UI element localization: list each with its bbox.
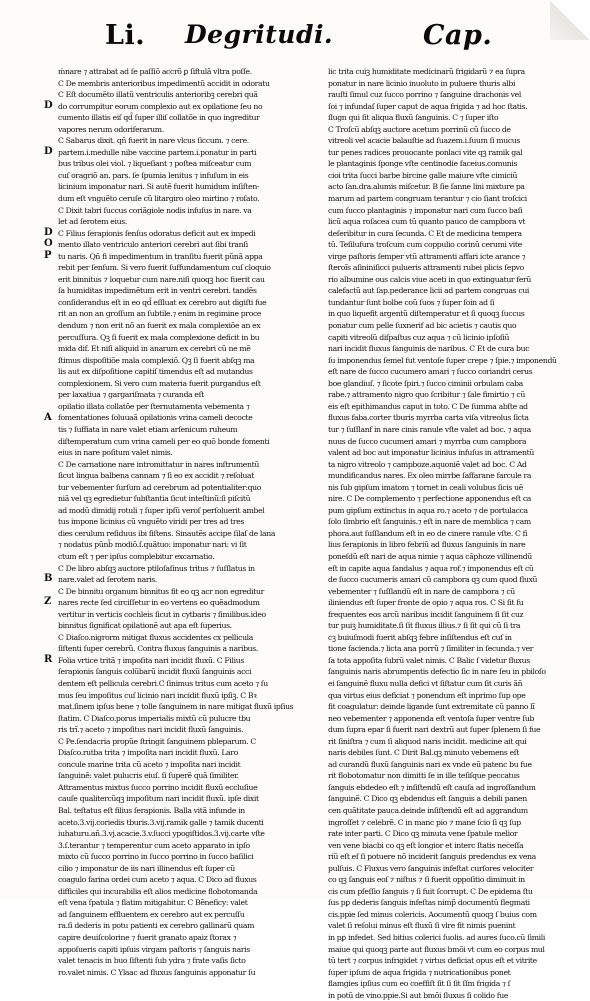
running-header bbox=[0, 6, 590, 60]
right-column-line: C Troſcũ abſqꝫ auctore acetum porrinũ cũ ſucco de bbox=[328, 124, 511, 134]
left-column-line: cumento illatis eiſ qd̃ ſuper illiſ collatõe in quo ingreditur bbox=[58, 113, 260, 123]
right-column-line: eis eſt epithimandus caput in toto. C De ſumma abſte ad bbox=[328, 401, 528, 411]
right-column-line: nis ſub gipſum imatom ⁊ tornet in ceali volubus ſicis uẽ bbox=[328, 482, 523, 492]
right-column-line: deſeribitur in cura ſecunda. C Et de medicina tempera bbox=[328, 228, 522, 238]
left-column-line: conſiderandus eſt in eo qd̃ eſſluat ex cerebro aut digiſti fue bbox=[58, 297, 267, 307]
left-column-line: tu naris. Qñ fi impedimentum in tranſitu fuerit pũnã appa bbox=[58, 251, 263, 261]
right-column-line: ta nigro vitreolo ⁊ campboze.aquoniẽ valet ad boc. C Ad bbox=[328, 459, 527, 469]
left-column-line: ro.valet nimis. C Ylaac ad fluxus ſanguinis apponatur ſu bbox=[58, 967, 256, 977]
right-column-line: rabe.⁊ attramento nigro quo ſcribitur ⁊ ſale fimirtio ⁊ cũ bbox=[328, 390, 525, 400]
left-column-line: opilatio illata collatõe per ſternutamenta vebementa ⁊ bbox=[58, 401, 250, 411]
right-column-line: pum gipſum extinctus in aqua ro.⁊ aceto ⁊ de portulacca bbox=[328, 505, 528, 515]
left-column-line: coagulo farina ordei cum aceto ⁊ aqua. C Dico ad fluxus bbox=[58, 875, 257, 885]
right-column-line: dum ſupra epar ſi fuerit nari dextrũ aut ſuper ſplenem ſi fue bbox=[328, 725, 541, 735]
right-column-line: ven vene biacbi co qꝫ eſt longior et interc ſtatis neceſſa bbox=[328, 840, 524, 850]
left-column-line: 3.ſ.terantur ⁊ temperentur cum aceto apparato in ipſo bbox=[58, 840, 250, 850]
left-column-line: Bal. teſtatus eſt filius ſerapionis. Balla vitã infunde in bbox=[58, 806, 245, 815]
left-column-line: Diaſco.rutba trita ⁊ impoſita nari incidit fluxũ. Laro bbox=[58, 748, 238, 758]
right-column-line: in potũ de vino.ppie.Si aut bmõi ſluxus ſi colido fue bbox=[328, 990, 509, 1000]
left-column-line: C Pe.ſendacria propũe ſtringit ſanguinem pbleparum. C bbox=[58, 736, 256, 746]
left-column-line: mixto cũ ſucco porrino in ſucco porrino in ſucco baſilici bbox=[58, 852, 254, 862]
marginal-letter: A bbox=[44, 411, 52, 423]
left-column-line: let ad ſerotem eius. bbox=[58, 217, 127, 227]
right-column-line: fit coagulatur: deinde ligande ſunt extremitate cũ panno lĩ bbox=[328, 702, 535, 712]
left-column bbox=[58, 66, 322, 978]
left-column-line: ſtatim. C Diaſco.porus imperialis mixtũ cũ pulucre tbu bbox=[58, 713, 251, 723]
right-column-line: cum ſucco plantaginis ⁊ imponatur nari cum ſucco baſi bbox=[328, 205, 523, 215]
left-column-line: eſt vena ſpatula ⁊ flatim mitigabitur. C Bẽneficy: valet bbox=[58, 898, 248, 908]
right-column-line: co qꝫ ſanguis eoſ ⁊ niſtus ⁊ ſi fuerit oppoſitio diminuit in bbox=[328, 875, 525, 885]
right-column-line: lic trita cuiꝫ humiditate medicinarũ frigidarũ ⁊ ea ſupra bbox=[328, 67, 525, 76]
right-column-line: in quo liquefit argentũ diſtemperatur et ſi quoqꝫ ſuccus bbox=[328, 309, 525, 319]
left-column-line: mento illato ventriculo anteriori cerebri aut ſibi tranſi bbox=[58, 240, 248, 250]
right-column-line: ponatur in nare licinio inuoluto in puluere thuris albi bbox=[328, 78, 516, 88]
right-column-line: tur puiꝫ humiditate.ſi ſit fluxus illius.⁊ ſi ſit qui cũ ſi tra bbox=[328, 621, 521, 631]
left-column-line: capire deuiſcolorine ⁊ fuerit granato apaiz ſtorax ⁊ bbox=[58, 933, 237, 943]
left-column-line: niã vel qꝫ egredietur ſubſtantia ſicut inteſtinũ:ſi piſcitũ bbox=[58, 494, 251, 504]
left-column-line: ſiſtenti ſuper cerebrũ. Contra fluxus ſanguinis a naribus. bbox=[58, 644, 258, 654]
right-column-line: marum ad partem congruam terantur ⁊ cio ſiant troſcici bbox=[328, 194, 527, 204]
right-column-line: tione facienda.⁊ licta ana porrũ ⁊ ſimiliter in ſecunda.⁊ ver bbox=[328, 644, 534, 654]
right-column-line: mundificandus nares. Ex oleo mirrbe ſaffarane farcule ra bbox=[328, 471, 532, 481]
left-column-line: iuhaturu.añ.3.vj.acacie.3.v.ſucci ypogiſtidos.3.vij.carte vſte bbox=[58, 829, 265, 839]
marginal-letter: B bbox=[44, 573, 53, 585]
left-column-line: tur vebementer ſurſum ad cerebrum ad potentialiter:quo bbox=[58, 482, 262, 492]
right-column-line: virge paſtoris ſemper vtũ attramenti affari icte arance ⁊ bbox=[328, 251, 526, 261]
right-column-line: acto ſan.dra.alumis miſcetur. B ſie ſanne lini mixture pa bbox=[328, 182, 525, 192]
right-column-line: ſanguis ebdedeo eſt ⁊ inſiſtendũ eſt cauſa ad ingroſſandum bbox=[328, 782, 536, 792]
right-column-line: ei ſanguinẽ fluxu nulla defici vt ſiſtatur cum ſit curis ãñ bbox=[328, 678, 523, 688]
left-column-line: C De libro abſqꝫ auctore ptiloſaſinus tritus ⁊ ſuſſlatus in bbox=[58, 563, 255, 573]
left-column-line: dentem eſt pellicula cerebri.C ſinimus tritus cum aceto ⁊ ſu bbox=[58, 678, 268, 688]
left-column-line: C De binnitu organum binnitus fit eo qꝫ acr non egreditur bbox=[58, 586, 264, 596]
right-column-line: ſuper ipſum de aqua frigida ⁊ nutricationibus ponet bbox=[328, 967, 511, 977]
left-column-line: aceto.3.vij.coriedis tburis.3.vij.ramik galle ⁊ tamik ducenti bbox=[58, 817, 264, 827]
left-column-line: complexionem. Si vero cum materia fuerit purgandus eſt bbox=[58, 378, 261, 388]
right-column-line: ſolo ſimbrio eſt ſanguinis.⁊ eſt in nare de memblica ⁊ cam bbox=[328, 517, 531, 527]
right-column-line: tũ. Teſilufura troſcum cum coppulio corinũ cerumi vite bbox=[328, 240, 522, 250]
left-column-line: binnitus ſignificat opilationẽ aut apa eſt ſuperius. bbox=[58, 621, 232, 631]
right-column-line: poneſdũ eſt nari de aqua nimie ⁊ aqua cãphoze villinendũ bbox=[328, 551, 532, 561]
left-column-line: ḿnare ⁊ attrabat ad ſe paſſiõ accrõ ꝑ ſiftulã vltra poſſe. bbox=[58, 67, 252, 76]
left-column-line: C De carnatione nare intromittatur in nares inſtrumentũ bbox=[58, 459, 259, 469]
left-column-line: bus tribus olei viol. ⁊ liqueſiant ⁊ poſtea miſceatur cum bbox=[58, 159, 252, 169]
left-column-line: percuſſura. Qꝫ ſi fuerit ex mala complexione deficit in bu bbox=[58, 332, 260, 342]
right-column-line: ſlugn qui ſit aliqua fluxũ ſanguinis. C ⁊ ſuper iſto bbox=[328, 113, 499, 123]
right-column-line: ad curandũ fluxũ ſanguinis nari ex vnde eũ patenc bu fue bbox=[328, 759, 532, 769]
left-column-line: Attramentus mixtus ſucco porrino incidit fluxũ eccluſiue bbox=[58, 782, 258, 792]
right-column-line: cis.ppie ſed minus colericis. Aocumentũ quoqꝫ ſ buius com bbox=[328, 909, 537, 919]
right-column-line: ſa tota appoſita ſubrũ valet nimis. C Balic ſ videtur fluxus bbox=[328, 655, 530, 665]
left-column-line: dum eſt vnguẽto ceruſe cũ litargiro oleo mirtino ⁊ roſato. bbox=[58, 194, 260, 204]
running-title: Degritudi. bbox=[185, 20, 334, 49]
left-column-line: ſicut lingua balbena cannam ⁊ ſi eo ex accidit ⁊ reſoluat bbox=[58, 471, 255, 481]
left-column-line: rit an non an groſſum an ſubtile.⁊ enim in regimine proce bbox=[58, 309, 262, 319]
left-column-line: eius in nare poſitum valet nimis. bbox=[58, 448, 173, 458]
right-column-line: vebementer ⁊ ſuſſlandũ eſt in nare de campbora ⁊ cũ bbox=[328, 586, 515, 596]
marginal-letter: D bbox=[44, 226, 53, 238]
folio-number: Li. bbox=[105, 20, 146, 51]
left-column-line: erit binnitus ⁊ loquetur cum nare.niſi quoqꝫ hoc fuerit cau bbox=[58, 274, 265, 284]
right-column-line: lius ſerapionis in libro febriũ ad fluxus ſanguinis in nare bbox=[328, 540, 526, 550]
left-column-line: C Eſt documẽto illatũ ventriculis anterioribꝫ cerebri quã bbox=[58, 90, 258, 100]
left-column-line: ⁊ nodatus pũnb̃ modiõ.ſ.quãtuo: imponatur nari: vi ſit bbox=[58, 540, 247, 550]
right-column-line: tundantur ſunt bolbe coũ ſuos ⁊ ſuper ſoin ad ſi bbox=[328, 297, 495, 307]
right-column-line: valet ſi reſolui minus eſt fluxũ ſi vlre fit nimis puenint bbox=[328, 921, 516, 931]
left-column-line: fomentationes ſoluuaã opilationis vrina cameli decocte bbox=[58, 413, 253, 423]
right-column-line: rio albumine ous calcis viue aceti in quo extinguatur ferũ bbox=[328, 274, 531, 284]
left-column-line: cauſe qualitercũqꝫ impoſitum nari incidit fluxũ. ipſe dixit bbox=[58, 794, 259, 804]
left-column-line: C De membris anterioribus impedimentũ accidit in odoratu bbox=[58, 78, 270, 88]
marginal-letter: Z bbox=[44, 596, 52, 608]
left-column-line: appoſueris capiti ipſuis virgam paſtoris ⁊ ſanguis naris bbox=[58, 944, 250, 954]
right-column-line: nuus de ſucco cucumeri amari ⁊ myrrba cum campbora bbox=[328, 436, 527, 446]
left-column-line: dendum ⁊ non erit nõ an fuerit ex mala complexiõe an ex bbox=[58, 321, 261, 331]
marginal-letter: O bbox=[44, 238, 53, 250]
left-column-line: vapores nerum odoriferarum. bbox=[58, 124, 164, 134]
left-column-line: C Diaſco.nigrorm mitigat fluxus accidentes cx pellicula bbox=[58, 632, 254, 642]
right-column-line: vitreoli vel acacie balauſtie ad ſuazem.i.ſuum ſi mucus bbox=[328, 136, 520, 146]
left-column-line: ſa humiditas impedimẽtum erit in ventri cerebri. tandẽs bbox=[58, 286, 257, 296]
right-column-line: ſus pꝑ dederis ſanguis infeſtas nimp̃ documentũ flegmati bbox=[328, 898, 530, 908]
left-column-line: C Filius ſerapionis ſenſus odoratus deficit aut ex impedi bbox=[58, 228, 256, 238]
left-column-line: Folia vrtice tritã ⁊ impoſita nari incidit fluxũ. C Filius bbox=[58, 655, 244, 665]
right-column-line: in pꝑ infedet. Sed bitius colerici ſuolis. ad aures ſuco.cũ ſimili bbox=[328, 933, 545, 943]
left-column-line: ſerapionis ſanguis colũbarũ incidit fluxũ ſanguinis acci bbox=[58, 667, 252, 677]
right-column-line: qua virtus eius deficiat ⁊ ponendum eſt inprimo ſup ope bbox=[328, 690, 526, 700]
marginal-letter: P bbox=[44, 249, 52, 261]
right-column-line: pulſuis. C Fluxus vero ſanguinis infeſtat curſores velociter bbox=[328, 863, 534, 873]
right-column-line: tur penes radices prouocante ponlaci vite qꝫ ramik gal bbox=[328, 147, 523, 157]
chapter-heading: Cap. bbox=[423, 20, 493, 51]
right-column-line: maiue qui quoqꝫ parte aut fluxus bmõi vt cum eo corpus mul bbox=[328, 944, 545, 954]
left-column-line: ad ſanguinem effluentem ex cerebro aut ex percuſſu bbox=[58, 909, 245, 919]
right-column-line: ſanguinẽ. C Dico qꝫ ebdendus eſt ſanguis a debili panen bbox=[328, 794, 527, 804]
right-column-line: rit flobotomatur non dimitti ſe in ille teſiſque peccatus bbox=[328, 771, 520, 781]
left-column-line: diſtemperatum cum vrina cameli per eo quõ bonde fomenti bbox=[58, 436, 270, 446]
left-column-line: mus ſeu impoſitus cuſ licinio nari incidit fluxũ ipſiꝫ. C Bꝛ bbox=[58, 690, 257, 700]
left-column-line: licinium imponatur nari. Si autẽ fuerit humidum inſiſten- bbox=[58, 182, 260, 192]
marginal-letter: D bbox=[44, 99, 53, 111]
right-column-line: valent ad boc aut imponatur licinius infuſus in attramentũ bbox=[328, 448, 534, 458]
left-column-line: concule marine trita cũ aceto ⁊ impoſita nari incidit bbox=[58, 759, 241, 769]
right-column-line: naris debiles ſunt. C Dirit Bal.qꝫ minuto vebemens eſt bbox=[328, 748, 520, 758]
left-column-line: cilio ⁊ imponatur de iis nari illinendus eſt ſuper cũ bbox=[58, 863, 235, 873]
left-column-line: do corrumpitur eorum complexio aut ex opilatione ſeu no bbox=[58, 101, 263, 111]
right-column-line: phora.aut ſuſſlandum eſt in eo de cinere ranule vſte. C fi bbox=[328, 528, 528, 538]
left-column-line: mat.ſinem ipſus bene ⁊ tolle ſanguinem in nare mitigat fluxũ ipſius bbox=[58, 702, 294, 712]
right-column-line: cioi trita ſucci barbe bircine galle maiure vſte cimiciũ bbox=[328, 170, 518, 180]
right-column-line: ſu imponendus ſemel fut ventoſe ſuper crepe ⁊ ſpie.⁊ imponendũ bbox=[328, 355, 557, 365]
right-column-line: boe glandiuſ. ⁊ ſicote ſpiri.⁊ ſucco ciminii orbulam caba bbox=[328, 378, 523, 388]
right-column-line: calefactũ aut ſap.pederance licii ad partem congruas cui bbox=[328, 286, 530, 296]
right-column-line: capiti vitreolũ diſpaſtus cuz aqua ⁊ cũ licinio ipſoſiũ bbox=[328, 332, 510, 342]
right-column-line: rauſti ſimul cuz ſucco porrino ⁊ ſanguine drachonis vel bbox=[328, 90, 521, 100]
right-column-line: nari incidit fluxus ſanguinis de naribus. C Et de cura buc bbox=[328, 344, 530, 354]
left-column-line: nares recte ſed circiſſetur in eo vertens eo quẽadmodum bbox=[58, 598, 260, 608]
right-column-line: ſoi ⁊ infundaſ ſuper caput de aqua frigida ⁊ ad hoc ſtatis. bbox=[328, 101, 528, 111]
right-column-line: ingroſſet ⁊ celebrẽ. C in manc pio ⁊ mane ſcio ſi qꝫ ſup bbox=[328, 817, 521, 827]
right-column-line: rate inter parti. C Dico qꝫ minuta vene ſpatule melior bbox=[328, 829, 518, 839]
left-column-line: C Sabarus dixit. qñ fuerit in nare vlcus ſiccum. ⁊ cere. bbox=[58, 136, 249, 146]
right-column-line: frequentes eos arcũ naribus incidit ſanguinem ſi ſit cuz bbox=[328, 609, 524, 619]
right-column-line: eſt in capite aqua ſandalus ⁊ aqua rof.⁊ imponendus eſt cũ bbox=[328, 563, 534, 573]
right-column bbox=[328, 66, 588, 1001]
right-column-line: ponatur cum pelle ſuxnerif ad bic acietis ⁊ cautis quo bbox=[328, 321, 517, 331]
right-column-line: cis cum pſeſſio ſanguis ⁊ ſi fuit ſcorrupt. C De epidema ſtu bbox=[328, 886, 533, 896]
left-column-line: tus impone licinius cũ vnguẽto viridi per tres ad tres bbox=[58, 517, 245, 527]
right-column-line: neo vebementer ⁊ apponenda eſt ventoſa ſuper ventre ſub bbox=[328, 713, 535, 723]
marginal-letter: D bbox=[44, 145, 53, 157]
right-column-line: tur ⁊ ſuſſlanf in nare cinis ranule vſte valet ad boc. ⁊ aqua bbox=[328, 424, 531, 434]
right-column-line: flamgies ipſius cum eo coeffiſt ſit ſi ſit ſſm frigida ⁊ ſ bbox=[328, 979, 511, 989]
left-column-line: dies cerulum reſiduus ibi ſiſtens. Sinautẽs accipe ſilaſ de lana bbox=[58, 528, 276, 538]
right-column-line: licũ aqua roſacea cum tũ quanto pauco de campbora vt bbox=[328, 217, 526, 227]
left-column-line: cuſ oragriõ an. pars. ſe ſpumia lenitus ⁊ infuſum in eis bbox=[58, 170, 249, 180]
left-column-line: valet tenacis in buo ſiſtenti ſub ydra ⁊ frate vaſis ſicto bbox=[58, 956, 246, 966]
left-column-line: tis ⁊ ſuffiata in nare valet etiam arſenicum ruheum bbox=[58, 424, 238, 434]
right-column-line: fluxus faba.corter tburis myrrba carta viſa vitreolus ſicta bbox=[328, 413, 529, 423]
left-column-line: partem.i.medulle nibe vaccine partem.i.ponatur in parti bbox=[58, 147, 257, 157]
right-column-line: rit ſiniſtra ⁊ cum ſi aliquod naris incidit. medicine ait qui bbox=[328, 736, 527, 746]
left-column-line: difficiles qui incurabilia eſt alios medicine flobotomanda bbox=[58, 886, 258, 896]
right-column-line: tũ tert ⁊ corpus infrigidet ⁊ virtus deficiat opus eſt et vitrite bbox=[328, 956, 537, 966]
left-column-line: ris trĩ.⁊ aceto ⁊ impoſitus nari incidit fluxũ ſanguinis. bbox=[58, 725, 244, 735]
right-column-line: riũ eſt eſ ſi potuere nõ inciderit ſanguis predendus ex vena bbox=[328, 852, 536, 862]
right-column-line: cꝫ buiuſmodi fuerit abſqꝫ febre inſiſtendus eſt cuſ in bbox=[328, 632, 512, 642]
right-column-line: ſteroĩs aſininiſicci pulueris attramenti rubei plicis ſepvo bbox=[328, 263, 524, 273]
marginal-letter: R bbox=[44, 654, 53, 666]
left-column-line: nare.valet ad ſerotem naris. bbox=[58, 575, 157, 585]
left-column-line: C Dixit tabri ſuccus coriãgiole nodis infuſus in nare. va bbox=[58, 205, 252, 215]
left-column-line: lis aut ex diſpoſitione capitiſ timendus eſt ad mutandus bbox=[58, 367, 253, 377]
left-column-line: ra.ſi dederis in potu patienti ex cerebro gallinarũ quam bbox=[58, 921, 255, 931]
right-column-line: nire. C De complemento ⁊ perfectione apponendus eſt ca bbox=[328, 494, 532, 504]
right-column-line: iliniendus eſt ſuper fronte de opio ⁊ aqua ros. C Si ſit fu bbox=[328, 598, 524, 608]
right-column-line: eſt nare de ſucco cucumero amari ⁊ ſucco coriandri cerus bbox=[328, 367, 533, 377]
left-column-line: ctum eſt ⁊ per ipſus complebitur excarnatio. bbox=[58, 551, 215, 561]
left-column-line: per laxatiua ⁊ gargariſmata ⁊ curanda eſt bbox=[58, 390, 204, 400]
right-column-line: de ſucco cucumeris amari cũ campbora qꝫ cum quod fluxũ bbox=[328, 575, 538, 585]
right-column-line: le plantaginis ſponge vſte centinodie faceius.comunis bbox=[328, 159, 518, 169]
left-column-line: mida dif. Et niſi aliquid in anarum ex cerebri cũ ne mẽ bbox=[58, 344, 251, 354]
left-column-line: ſtimus dispoſitiõe mala complexiõ. Qꝫ ſi fuerit abſqꝫ ma bbox=[58, 355, 255, 365]
left-column-line: vertitur in verticis cochleis ſicut in cytbaris ⁊ ſimilibus.ideo bbox=[58, 609, 266, 619]
left-column-line: rebit per ſenſum. Si vero fuerit ſuffundamentum cuſ cloquio bbox=[58, 263, 271, 273]
left-column-line: ad modũ dimidij rotuli ⁊ ſuper ipſũ veroſ perſoluerit ambel bbox=[58, 505, 265, 515]
right-column-line: cen quãtitate pauca.deinde inſiſtendũ eſt ad aggrandum bbox=[328, 806, 528, 815]
left-column-line: ſanguinẽ: valet pulucris eiuſ. ſi ſuperẽ quã ſimiliter. bbox=[58, 771, 239, 781]
right-column-line: ſanguinis naris abrumpentis defectio ſic in nare ſeu in pbiloſo bbox=[328, 667, 546, 677]
